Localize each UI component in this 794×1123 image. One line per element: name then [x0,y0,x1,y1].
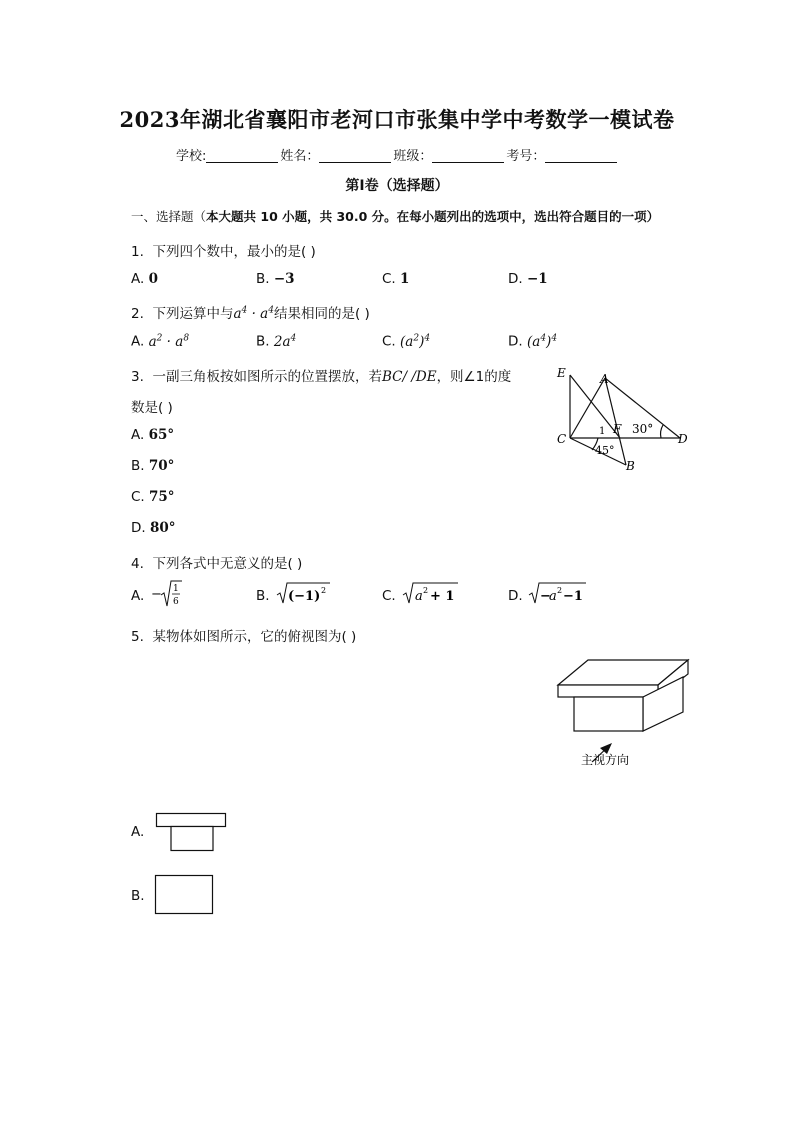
section-heading [131,207,659,225]
class-label: 班级： [393,149,433,164]
q2-option-d: D. $(a^4)^4$ [508,333,558,350]
page-title: 2023年湖北省襄阳市老河口市张集中学中考数学一模试卷 [119,107,675,132]
q4-option-d-label: D. [508,588,523,604]
q1-option-a: A. 0 [131,271,158,287]
q4-option-c-label: C. [382,588,396,604]
svg-text:2: 2 [423,586,429,595]
label-angle-30: 30° [632,422,654,436]
student-info-line [176,145,619,164]
question-3: 3. 一副三角板按如图所示的位置摆放，若BC/ /DE，则∠1的度 [131,369,512,385]
q1-option-b: B. −3 [256,271,295,287]
svg-text:−: − [151,587,162,602]
question-text: 某物体如图所示，它的俯视图为( ) [152,629,357,645]
label-A: A [600,372,609,386]
svg-text:2: 2 [321,586,327,595]
school-blank [206,148,278,163]
question-3-line2: 数是( ) [131,400,173,416]
q3-option-a: A. 65° [131,427,175,443]
svg-text:(−1): (−1) [288,589,321,604]
q2-option-c: C. $(a^2)^4$ [382,333,431,350]
section-label: 一、选择题（ [131,209,207,224]
q1-option-d: D. −1 [508,271,548,287]
question-1 [131,240,316,260]
label-angle-1: 1 [599,426,606,437]
q4-option-c-expr [402,581,460,607]
q4-option-a-label: A. [131,588,145,604]
label-F: F [613,422,622,436]
label-B: B [626,459,635,473]
school-label: 学校: [176,149,207,164]
svg-text:6: 6 [173,597,179,607]
q3-option-c: C. 75° [131,489,175,505]
q5-option-b-label: B. [131,888,145,904]
svg-text:1: 1 [173,584,179,594]
q4-option-d-expr [528,581,588,607]
q4-option-a-expr [150,578,186,612]
svg-text:−1: −1 [563,589,583,604]
q4-option-b-expr [276,581,332,607]
question-text: 下列各式中无意义的是( ) [152,556,303,572]
q3-option-d: D. 80° [131,520,176,536]
volume-heading: 第I卷（选择题） [345,178,449,194]
exam-no-blank [545,148,617,163]
name-label: 姓名： [280,149,320,164]
svg-text:2: 2 [557,586,563,595]
q3-option-b: B. 70° [131,458,175,474]
q2-option-a: A. $a^2 \cdot a^8$ [131,333,190,350]
question-4 [131,552,302,572]
label-E: E [557,366,566,380]
svg-text:+ 1: + 1 [430,589,455,604]
svg-text:a: a [549,589,557,604]
question-text: 下列四个数中，最小的是( ) [152,244,316,260]
question-number: 4. [131,556,144,572]
q4-option-b-label: B. [256,588,270,604]
q2-option-b: B. $2a^4$ [256,333,297,350]
label-D: D [678,432,688,446]
q5-option-b-figure [154,874,216,916]
label-angle-45: 45° [595,444,615,457]
question-5 [131,625,356,645]
view-direction-caption: 主视方向 [581,753,630,767]
label-C: C [557,432,567,446]
svg-text:−: − [540,589,551,604]
svg-text:a: a [415,589,423,604]
question-number: 1. [131,244,144,260]
object-figure [550,650,695,775]
question-number: 2. [131,306,144,322]
q1-option-c: C. 1 [382,271,410,287]
name-blank [319,148,391,163]
triangle-figure [550,362,700,477]
question-2: 2. 下列运算中与$a^4 \cdot a^4$结果相同的是( ) [131,305,370,322]
question-number: 5. [131,629,144,645]
q5-option-a-figure [155,812,229,854]
q5-option-a-label: A. [131,824,145,840]
question-number: 3. [131,369,144,385]
section-desc: 本大题共 10 小题，共 30.0 分。在每小题列出的选项中，选出符合题目的一项） [206,209,660,224]
exam-no-label: 考号： [506,149,546,164]
class-blank [432,148,504,163]
